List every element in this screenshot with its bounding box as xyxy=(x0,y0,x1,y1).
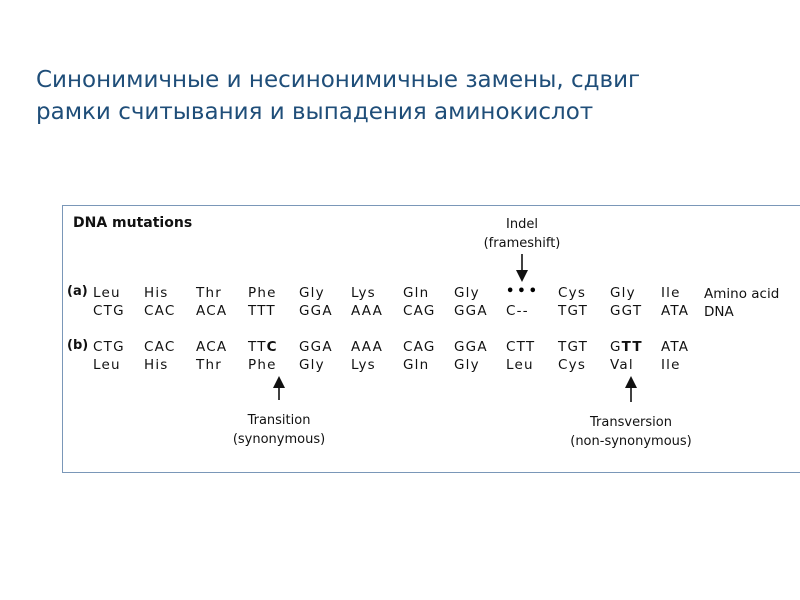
amino-acid-11: Val xyxy=(610,357,634,373)
codon-12: ATA xyxy=(661,339,690,355)
codon-9: CTT xyxy=(506,339,536,355)
indel-label-line-2: (frameshift) xyxy=(483,236,561,251)
codon-8: GGA xyxy=(454,339,488,355)
amino-acid-10: Cys xyxy=(558,285,587,301)
codon-6: AAA xyxy=(351,339,384,355)
amino-acid-1: Leu xyxy=(93,285,121,301)
amino-acid-6: Lys xyxy=(351,357,376,373)
amino-acid-6: Lys xyxy=(351,285,376,301)
slide-title-line-2: рамки считывания и выпадения аминокислот xyxy=(36,99,594,125)
codon-11: GGT xyxy=(610,303,643,319)
transversion-label-line-1: Transversion xyxy=(590,415,672,430)
amino-acid-3: Thr xyxy=(196,285,222,301)
transition-label-line-1: Transition xyxy=(247,413,311,428)
amino-acid-10: Cys xyxy=(558,357,587,373)
codon-4: TTC xyxy=(248,339,278,355)
codon-5: GGA xyxy=(299,303,333,319)
transition-label xyxy=(219,411,339,449)
amino-acid-4: Phe xyxy=(248,285,277,301)
amino-acid-11: Gly xyxy=(610,285,636,301)
codon-8: GGA xyxy=(454,303,488,319)
codon-3: ACA xyxy=(196,303,228,319)
codon-3: ACA xyxy=(196,339,228,355)
codon-1: CTG xyxy=(93,339,125,355)
dna-side-label: DNA xyxy=(704,304,734,320)
amino-acid-5: Gly xyxy=(299,357,325,373)
indel-label-line-1: Indel xyxy=(506,217,538,232)
amino-acid-1: Leu xyxy=(93,357,121,373)
codon-12: ATA xyxy=(661,303,690,319)
amino-acid-8: Gly xyxy=(454,357,480,373)
transversion-label-line-2: (non-synonymous) xyxy=(570,434,692,449)
amino-acid-12: Ile xyxy=(661,357,681,373)
transversion-arrow xyxy=(625,376,637,402)
amino-acid-7: Gln xyxy=(403,285,430,301)
codon-2: CAC xyxy=(144,303,176,319)
amino-acid-2: His xyxy=(144,285,169,301)
codon-2: CAC xyxy=(144,339,176,355)
slide-title xyxy=(36,64,776,128)
codon-10: TGT xyxy=(558,303,589,319)
transition-arrow xyxy=(273,376,285,400)
codon-10: TGT xyxy=(558,339,589,355)
amino-acid-4: Phe xyxy=(248,357,277,373)
codon-7: CAG xyxy=(403,339,436,355)
codon-1: CTG xyxy=(93,303,125,319)
amino-acid-side-label: Amino acid xyxy=(704,286,780,302)
amino-acid-2: His xyxy=(144,357,169,373)
codon-4: TTT xyxy=(248,303,276,319)
codon-5: GGA xyxy=(299,339,333,355)
amino-acid-5: Gly xyxy=(299,285,325,301)
amino-acid-9: Leu xyxy=(506,357,534,373)
codon-11: GTT xyxy=(610,339,643,355)
codon-9: C-- xyxy=(506,303,529,319)
codon-7: CAG xyxy=(403,303,436,319)
amino-acid-8: Gly xyxy=(454,285,480,301)
amino-acid-12: Ile xyxy=(661,285,681,301)
dna-mutations-figure xyxy=(62,205,800,473)
amino-acid-9: ••• xyxy=(506,284,540,299)
row-b-label: (b) xyxy=(67,338,89,353)
codon-6: AAA xyxy=(351,303,384,319)
row-a-label: (a) xyxy=(67,284,88,299)
transversion-label xyxy=(551,413,711,451)
slide-title-line-1: Синонимичные и несинонимичные замены, сдвиг xyxy=(36,67,641,93)
amino-acid-3: Thr xyxy=(196,357,222,373)
amino-acid-7: Gln xyxy=(403,357,430,373)
indel-arrow xyxy=(516,254,528,282)
figure-title: DNA mutations xyxy=(73,215,193,231)
transition-label-line-2: (synonymous) xyxy=(232,432,326,447)
